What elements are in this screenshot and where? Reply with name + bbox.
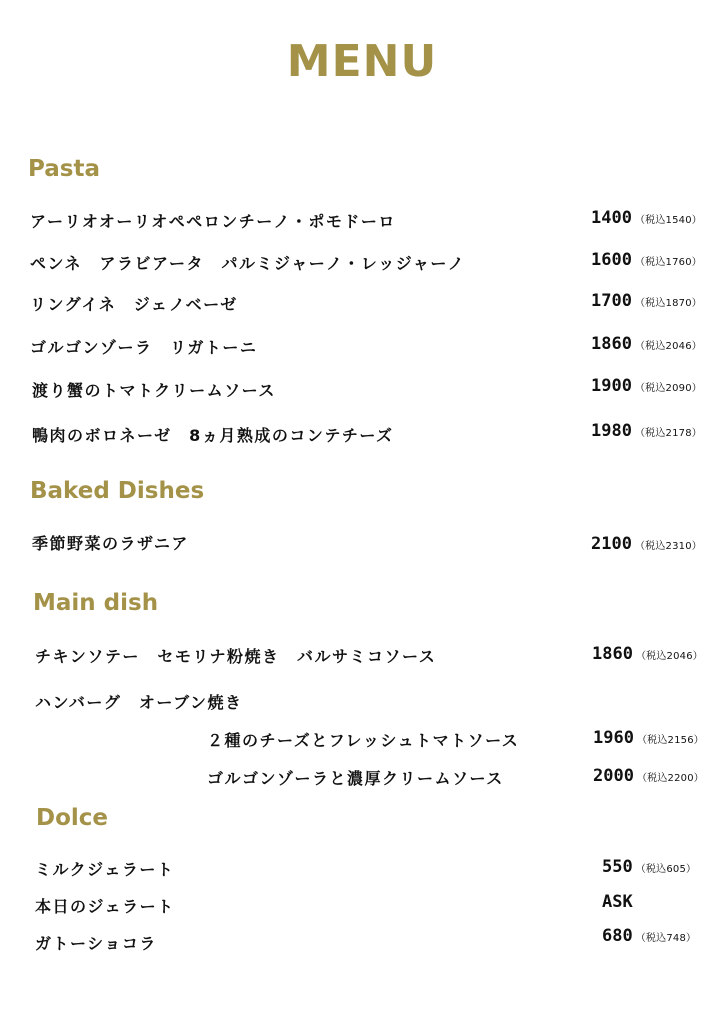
price-tax-included: （税込2200）	[636, 773, 705, 784]
price-value: ASK	[602, 892, 633, 912]
price-tax-included: （税込1760）	[634, 257, 703, 268]
menu-item-price	[591, 421, 702, 441]
menu-item-price	[591, 208, 702, 228]
menu-item-variant-name: ２種のチーズとフレッシュトマトソース	[207, 731, 520, 750]
price-value: 680	[602, 926, 633, 946]
menu-item-price	[591, 534, 702, 554]
menu-item-price	[591, 334, 702, 354]
price-value: 550	[602, 857, 633, 877]
menu-item-name: チキンソテー セモリナ粉焼き バルサミコソース	[35, 647, 437, 666]
menu-item-name: 鴨肉のボロネーゼ 8ヵ月熟成のコンテチーズ	[32, 426, 394, 445]
price-tax-included: （税込748）	[635, 933, 697, 944]
price-tax-included: （税込2046）	[635, 651, 704, 662]
price-tax-included: （税込2310）	[634, 541, 703, 552]
menu-item-price	[593, 766, 704, 786]
menu-item-name: リングイネ ジェノベーゼ	[30, 295, 238, 314]
menu-item-price	[592, 644, 703, 664]
menu-item-price	[602, 926, 696, 946]
menu-item-name: 本日のジェラート	[35, 897, 175, 916]
price-value: 1400	[591, 208, 632, 228]
menu-item-variant-name: ゴルゴンゾーラと濃厚クリームソース	[207, 769, 504, 788]
menu-item-price	[591, 250, 702, 270]
menu-item-name: ミルクジェラート	[35, 860, 175, 879]
menu-item-name: ハンバーグ オーブン焼き	[35, 693, 243, 712]
price-value: 2000	[593, 766, 634, 786]
price-value: 1980	[591, 421, 632, 441]
section-heading-pasta: Pasta	[28, 156, 100, 182]
price-tax-included: （税込1540）	[634, 215, 703, 226]
price-tax-included: （税込2156）	[636, 735, 705, 746]
menu-item-price	[593, 728, 704, 748]
price-value: 1900	[591, 376, 632, 396]
section-heading-main-dish: Main dish	[33, 590, 159, 616]
menu-item-price	[591, 376, 702, 396]
menu-item-price	[602, 857, 696, 877]
price-tax-included: （税込1870）	[634, 298, 703, 309]
menu-item-name: 季節野菜のラザニア	[32, 534, 189, 553]
menu-item-name: 渡り蟹のトマトクリームソース	[32, 381, 276, 400]
menu-item-name: アーリオオーリオペペロンチーノ・ポモドーロ	[30, 212, 396, 231]
price-value: 1860	[592, 644, 633, 664]
price-value: 1860	[591, 334, 632, 354]
price-value: 2100	[591, 534, 632, 554]
section-heading-baked-dishes: Baked Dishes	[30, 478, 205, 504]
price-tax-included: （税込2046）	[634, 341, 703, 352]
price-tax-included: （税込605）	[635, 864, 697, 875]
section-heading-dolce: Dolce	[36, 805, 109, 831]
price-tax-included: （税込2178）	[634, 428, 703, 439]
price-value: 1600	[591, 250, 632, 270]
price-value: 1960	[593, 728, 634, 748]
price-value: 1700	[591, 291, 632, 311]
price-tax-included: （税込2090）	[634, 383, 703, 394]
menu-item-price	[591, 291, 702, 311]
menu-item-name: ガトーショコラ	[35, 934, 157, 953]
menu-item-name: ゴルゴンゾーラ リガトーニ	[30, 338, 258, 357]
menu-item-price	[602, 892, 633, 912]
menu-item-name: ペンネ アラビアータ パルミジャーノ・レッジャーノ	[30, 254, 466, 273]
menu-title: MENU	[286, 36, 438, 87]
